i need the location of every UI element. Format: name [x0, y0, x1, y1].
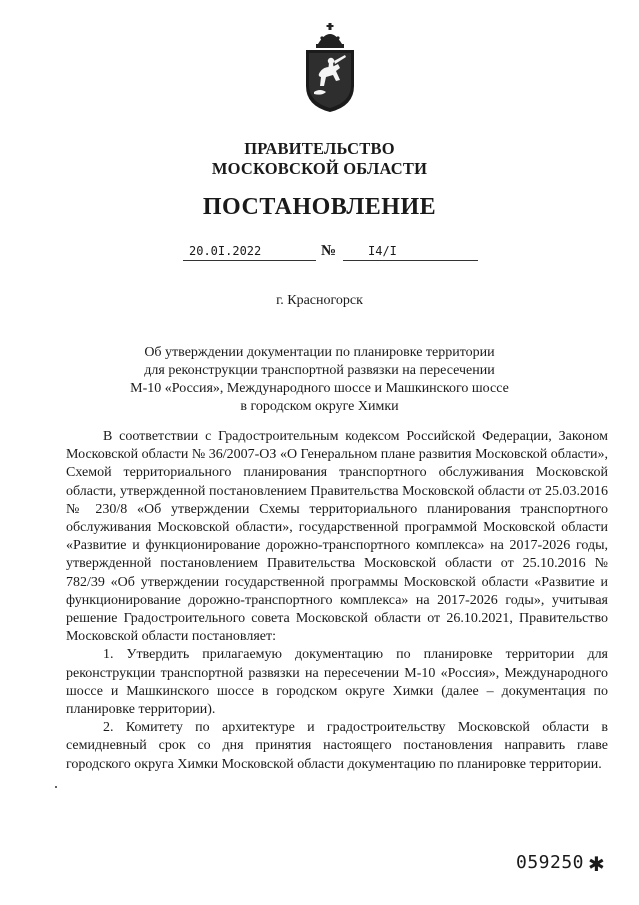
- subject-line: Об утверждении документации по планировке территории: [144, 345, 495, 360]
- government-title-line1: ПРАВИТЕЛЬСТВО: [244, 139, 395, 158]
- subject-line: для реконструкции транспортной развязки на пересечении: [144, 363, 495, 378]
- subject-line: в городском округе Химки: [240, 399, 399, 414]
- document-type-title: ПОСТАНОВЛЕНИЕ: [202, 194, 437, 220]
- body-paragraph: 2. Комитету по архитектуре и градостроительству Московской области в семидневный срок со дня принятия настоящего постановления направить главе городского округа Химки Московской области документацию по планировке территории.: [66, 720, 608, 772]
- document-body: [66, 428, 608, 774]
- city-name: г. Красногорск: [276, 293, 363, 308]
- document-number: I4/I: [343, 242, 478, 261]
- moscow-oblast-coat-of-arms-icon: [298, 22, 362, 114]
- subject-line: М-10 «Россия», Международного шоссе и Машкинского шоссе: [130, 381, 509, 396]
- serial-mark-icon: ✱: [588, 852, 605, 876]
- scan-dot: [55, 786, 57, 788]
- document-subject: [0, 344, 639, 416]
- serial-number: 059250: [516, 852, 585, 873]
- document-date: 20.0I.2022: [183, 242, 316, 261]
- number-sign: №: [321, 243, 337, 259]
- date-number-row: [0, 242, 639, 266]
- government-title-line2: МОСКОВСКОЙ ОБЛАСТИ: [211, 159, 428, 178]
- body-paragraph: 1. Утвердить прилагаемую документацию по планировке территории для реконструкции транспортной развязки на пересечении М-10 «Россия», Международного шоссе и Машкинского шоссе в городском округе Химки (далее – документация по планировке территории).: [66, 647, 608, 718]
- body-paragraph: В соответствии с Градостроительным кодексом Российской Федерации, Законом Московской области № 36/2007-ОЗ «О Генеральном плане развития Московской области», Схемой территориального планирования транспортного обслуживания Московской области, утвержденной постановлением Правительства Московской области от 25.03.2016 № 230/8 «Об утверждении Схемы территориального планирования транспортного обслуживания Московской области», государственной программой Московской области «Развитие и функционирование дорожно-транспортного комплекса» на 2017-2026 годы, утвержденной постановлением Правительства Московской области от 25.10.2016 № 782/39 «Об утверждении государственной программы Московской области «Развитие и функционирование дорожно-транспортного комплекса» на 2017-2026 годы», учитывая решение Градостроительного совета Московской области от 26.10.2021, Правительство Московской области постановляет:: [66, 429, 608, 645]
